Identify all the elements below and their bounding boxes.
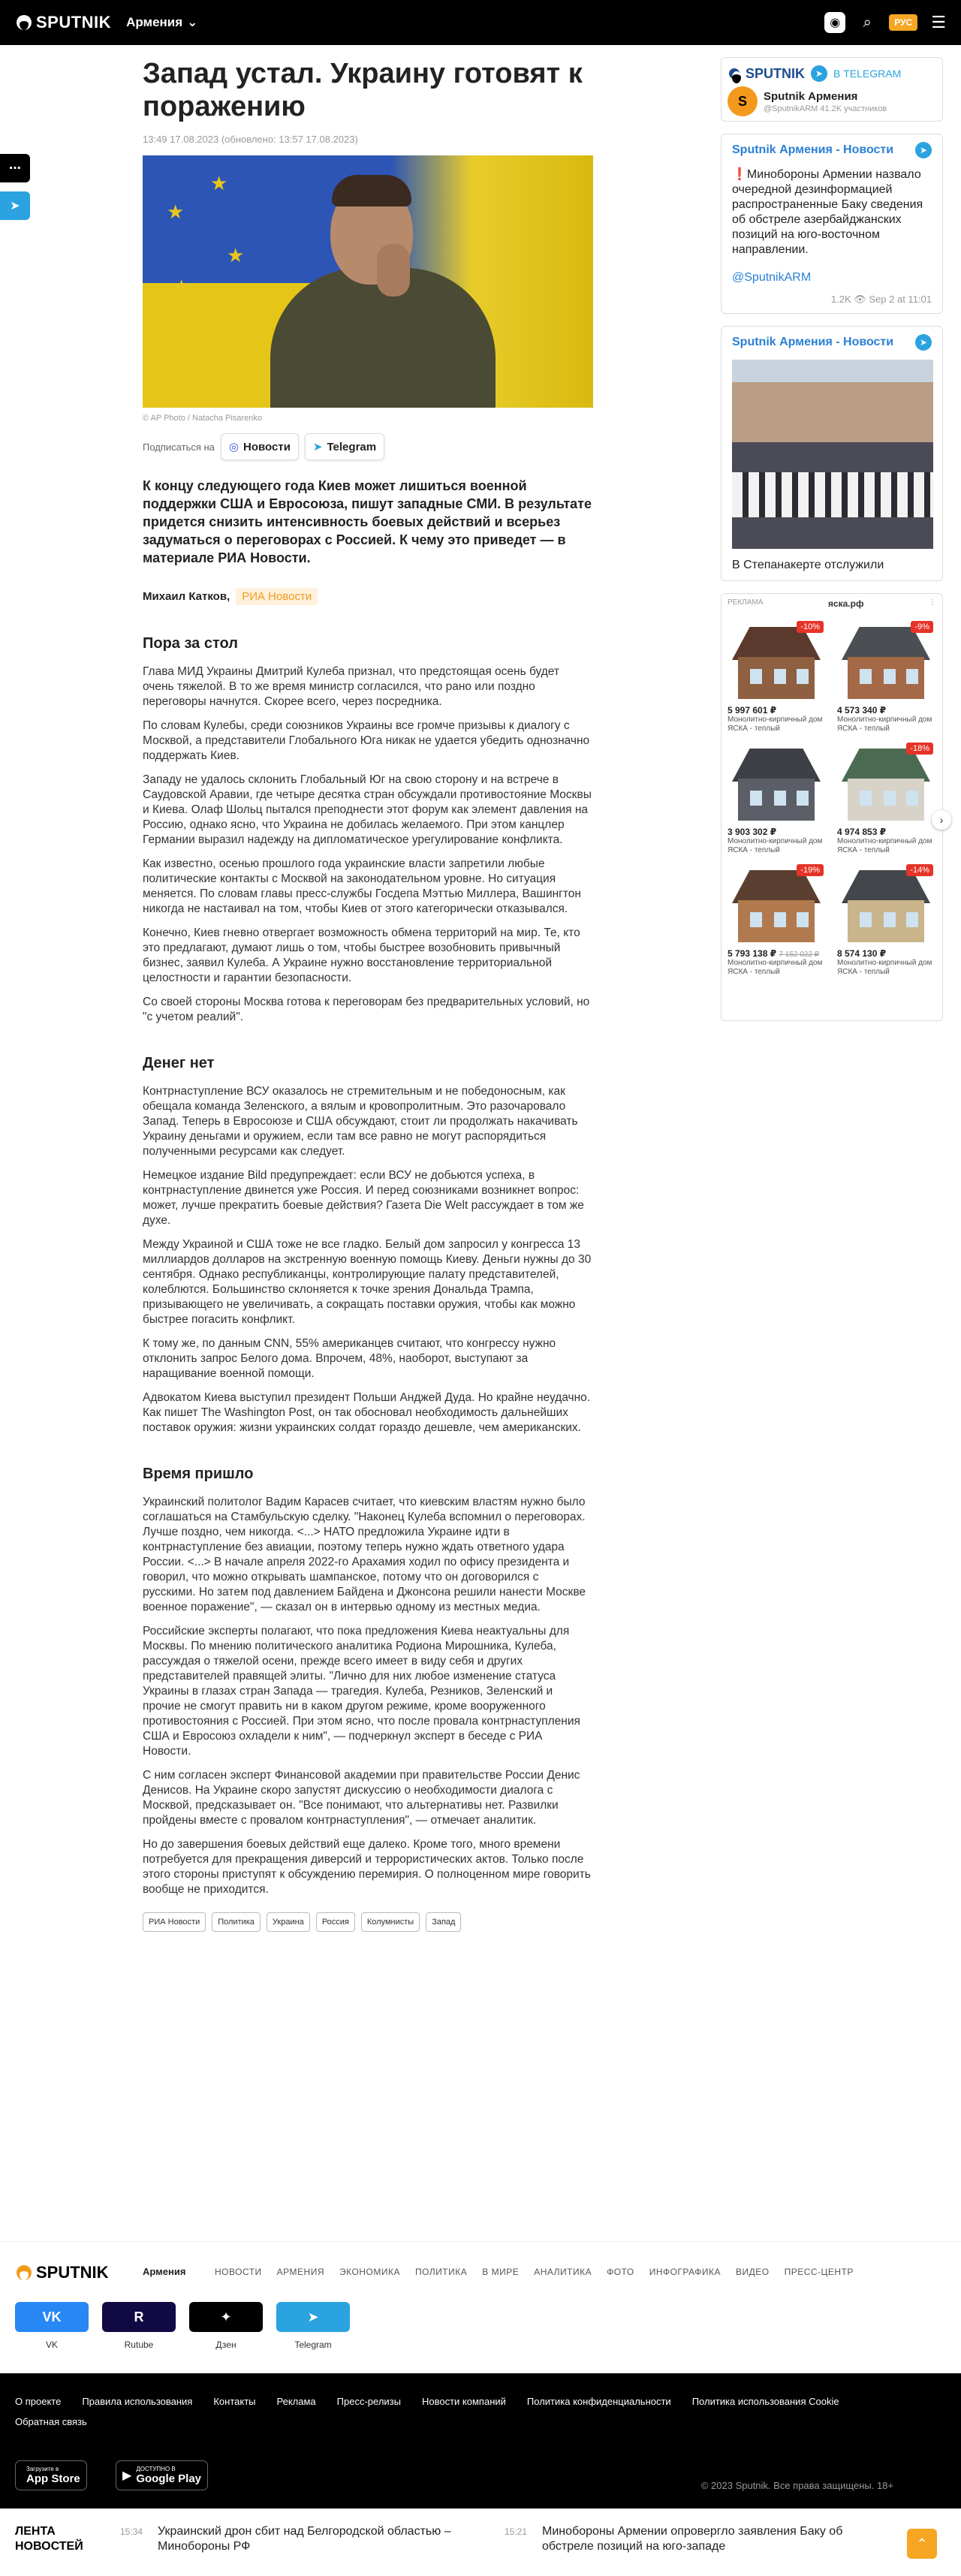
store-big: App Store (26, 2472, 80, 2485)
product-description: Монолитно-кирпичный дом ЯСКА - теплый (728, 716, 823, 733)
news-icon: ◎ (228, 441, 239, 453)
channel-subscribers: @SputnikARM 41.2K участников (764, 104, 887, 113)
region-selector[interactable] (126, 15, 197, 30)
paragraph: Адвокатом Киева выступил президент Польши Анджей Дуда. Но крайне неудачно. Как пишет The Washington Post, он так обосновал необходимость дальнейших поставок оружия: жизни украинских солдат гораздо дешевле, чем американских. (143, 1391, 591, 1434)
share-telegram-button[interactable] (0, 191, 30, 220)
house-image (837, 619, 936, 702)
article-dates: 13:49 17.08.2023 (обновлено: 13:57 17.08.2023) (143, 134, 358, 145)
subscribe-telegram-button[interactable] (305, 433, 384, 460)
telegram-icon: ➤ (312, 441, 323, 453)
footer-nav-link[interactable]: АНАЛИТИКА (534, 2267, 592, 2277)
ad-product[interactable] (728, 619, 827, 734)
radio-icon[interactable]: ◉ (824, 12, 845, 33)
social-telegram[interactable] (276, 2302, 350, 2350)
footer-link[interactable]: Политика конфиденциальности (526, 2396, 671, 2407)
sidebar (721, 57, 943, 1021)
footer-link[interactable]: Политика использования Cookie (691, 2396, 839, 2407)
paragraph: С ним согласен эксперт Финансовой академии при правительстве России Денис Денисов. На Украине скоро запустят дискуссию о необходимости диалога с Москвой, предсказывает он. "Все понимают, что альтернативы нет. Развилки пройдены вместе с провалом контрнаступления", — отмечает аналитик. (143, 1769, 580, 1827)
telegram-icon: ➤ (811, 65, 827, 82)
paragraph: По словам Кулебы, среди союзников Украины все громче призывы к диалогу с Москвой, а представители Глобального Юга никак не удается убедить однозначно поддержать Киев. (143, 719, 590, 762)
social-dzen[interactable] (189, 2302, 263, 2350)
article-hero-image: ★ ★ ★ ★ (143, 155, 593, 408)
tag-list (143, 1912, 593, 1932)
tag-chip[interactable]: Украина (267, 1912, 310, 1932)
telegram-widget-header[interactable] (721, 57, 943, 122)
paragraph: Украинский политолог Вадим Карасев считает, что киевским властям нужно было соглашаться на Стамбульскую сделку. "Наконец Кулеба вспомнил о переговорах. Лучше поздно, чем никогда. <...> НАТО предложила Украине идти в контрнаступление без авиации, поэтому теперь нужно ждать ответного удара России. <...> В начале апреля 2022-го Арахамия ходил по офису президента и говорил, что можно открывать шампанское, потому что он договорился с русскими. Но затем под давлением Байдена и Джонсона решили нанести Москве военное поражение", — сказал он в интервью одному из местных медиа. (143, 1496, 586, 1613)
post-text: ❗️Минобороны Армении назвало очередной дезинформацией распространенные Баку сведения об обстреле азербайджанских позиций на юго-восточном направлении. (732, 168, 923, 256)
product-description: Монолитно-кирпичный дом ЯСКА - теплый (837, 959, 932, 976)
ad-product[interactable] (837, 619, 936, 734)
footer-nav-link[interactable]: ПОЛИТИКА (414, 2267, 468, 2277)
telegram-icon: ➤ (276, 2302, 350, 2332)
telegram-icon: ➤ (10, 200, 20, 212)
ticker-text: Украинский дрон сбит над Белгородской областью – Минобороны РФ (158, 2525, 451, 2553)
paragraph: Западу не удалось склонить Глобальный Юг на свою сторону и на встрече в Саудовской Аравии, где четыре десятка стран обсуждали противостояние Москвы и Киева. Олаф Шольц пытался преподнести этот форум как элемент давления на Россию, однако ясно, что Украина не добилась желаемого. При этом канцлер Германии выразил надежду на дипломатическое урегулирование конфликта. (143, 773, 592, 846)
subscribe-news-label: Новости (243, 440, 291, 453)
footer-nav-link[interactable]: ПРЕСС-ЦЕНТР (784, 2267, 854, 2277)
social-vk[interactable] (15, 2302, 89, 2350)
ad-product[interactable] (837, 863, 936, 977)
article-title: Запад устал. Украину готовят к поражению (143, 58, 583, 122)
paragraph: Со своей стороны Москва готова к переговорам без предварительных условий, но "с учетом реалий". (143, 996, 590, 1023)
sputnik-logo-icon (17, 15, 32, 30)
product-description: Монолитно-кирпичный дом ЯСКА - теплый (728, 959, 823, 976)
rutube-icon: R (102, 2302, 176, 2332)
discount-badge: -10% (797, 621, 824, 633)
section-heading: Время пришло (143, 1466, 254, 1482)
chevron-down-icon: ⌄ (187, 15, 198, 29)
post-channel: Sputnik Армения - Новости (732, 336, 894, 348)
article-lead: К концу следующего года Киев может лишиться военной поддержки США и Евросоюза, пишут западные СМИ. В результате придется снизить интенсивность боевых действий и всерьез задуматься о переговорах с Россией. К чему это приведет — в материале РИА Новости. (143, 478, 592, 565)
post-meta: 1.2K 👁 Sep 2 at 11:01 (830, 294, 932, 305)
ticker-title-line: НОВОСТЕЙ (15, 2540, 83, 2553)
article (143, 45, 593, 1932)
author-line (143, 588, 593, 605)
telegram-icon: ➤ (915, 142, 932, 158)
discount-badge: -14% (906, 864, 933, 876)
section-heading: Денег нет (143, 1055, 215, 1071)
social-label: VK (45, 2339, 58, 2350)
footer-nav-link[interactable]: ИНФОГРАФИКА (649, 2267, 721, 2277)
footer-brand: SPUTNIK (36, 2263, 109, 2282)
section-heading: Пора за стол (143, 635, 238, 652)
tag-chip[interactable]: Запад (426, 1912, 461, 1932)
footer-nav (215, 2267, 854, 2277)
product-description: Монолитно-кирпичный дом ЯСКА - теплый (837, 716, 932, 733)
paragraph: Глава МИД Украины Дмитрий Кулеба признал, что предстоящая осень будет очень тяжелой. В то же время министр согласился, что рано или поздно переговоры начнутся. Скорее всего, через посредника. (143, 665, 559, 708)
footer-link[interactable]: Новости компаний (421, 2396, 506, 2407)
house-image (728, 619, 827, 702)
channel-name: Sputnik Армения (764, 89, 858, 103)
ticker-time: 15:34 (120, 2526, 143, 2537)
telegram-post[interactable] (721, 326, 943, 581)
footer-nav-link[interactable]: НОВОСТИ (215, 2267, 262, 2277)
footer-link[interactable]: О проекте (15, 2396, 62, 2407)
ad-product[interactable] (728, 863, 827, 977)
price: 4 974 853 ₽ (837, 827, 887, 837)
paragraph: Но до завершения боевых действий еще далеко. Кроме того, много времени потребуется для прекращения диверсий и террористических актов. Только после этого стороны приступят к обсуждению перемирия. О полноценном мире говорить вообще не приходится. (143, 1838, 591, 1896)
region-label: Армения (126, 15, 183, 29)
paragraph: Контрнаступление ВСУ оказалось не стремительным и не победоносным, как обещала команда Зеленского, а вялым и кровопролитным. Это разочаровало Запад. Теперь в Евросоюзе и США обсуждают, стоит ли продолжать накачивать Украину деньгами и оружием, если там все равно не могут распорядиться полученными ресурсами как следует. (143, 1085, 578, 1158)
footer-nav-link[interactable]: В МИРЕ (482, 2267, 520, 2277)
footer-nav-link[interactable]: АРМЕНИЯ (276, 2267, 325, 2277)
product-description: Монолитно-кирпичный дом ЯСКА - теплый (837, 837, 932, 854)
discount-badge: -9% (911, 621, 933, 633)
paragraph: Российские эксперты полагают, что пока предложения Киева неактуальны для Москвы. По мнению политического аналитика Родиона Мирошника, Кулеба, рассуждая о тяжелой осени, прежде всего имеет в виду себя и других представителей правящей элиты. "Лично для них любое изменение статуса Украины в глазах стран Запада — трагедия. Кулеба, Резников, Зеленский и прочие не смогут править ни в каком другом режиме, кроме вооруженного противостояния с Россией. При этом ясно, что после провала контрнаступления США и Евросоюз охладели к ним", — подчеркнул эксперт в беседе с РИА Новости. (143, 1625, 580, 1758)
play-icon: ▶ (122, 2469, 132, 2482)
footer-links (15, 2396, 931, 2427)
ad-label: РЕКЛАМА (728, 598, 764, 607)
article-body (143, 635, 593, 1897)
subscribe-row (143, 433, 593, 460)
google-play-button[interactable] (116, 2460, 208, 2490)
social-rutube[interactable] (102, 2302, 176, 2350)
house-image (728, 863, 827, 945)
footer-link[interactable]: Пресс-релизы (336, 2396, 401, 2407)
chevron-up-icon: ⌃ (916, 2535, 928, 2551)
discount-badge: -18% (906, 743, 933, 755)
house-image (837, 741, 936, 824)
ticker-item[interactable] (120, 2524, 480, 2554)
footer-nav-link[interactable]: ЭКОНОМИКА (339, 2267, 400, 2277)
price: 5 793 138 ₽ (728, 948, 777, 959)
post-handle[interactable]: @SputnikARM (732, 271, 812, 284)
tag-chip[interactable]: Колумнисты (361, 1912, 420, 1932)
chevron-right-icon[interactable]: › (932, 810, 951, 830)
sputnik-logo-icon (17, 2265, 32, 2280)
price: 8 574 130 ₽ (837, 948, 887, 959)
brand-name: SPUTNIK (36, 13, 112, 32)
price: 5 997 601 ₽ (728, 705, 777, 716)
top-bar (0, 0, 961, 45)
paragraph: Как известно, осенью прошлого года украинские власти запретили любые политические контакты с Москвой на законодательном уровне. Но ситуация меняется. По словам главы пресс-службы Госдепа Мэттью Миллера, Вашингтон никогда не настаивал на том, чтобы Киев от этого категорически отказывался. (143, 857, 581, 915)
dzen-icon: ✦ (189, 2302, 263, 2332)
ad-brand[interactable]: яска.рф (827, 598, 864, 609)
store-small: ДОСТУПНО В (136, 2466, 176, 2472)
source-badge[interactable]: РИА Новости (236, 588, 318, 605)
news-ticker-title[interactable] (15, 2524, 83, 2554)
footer-link[interactable]: Реклама (276, 2396, 316, 2407)
news-ticker (0, 2508, 961, 2576)
footer-nav-link[interactable]: ФОТО (607, 2267, 634, 2277)
post-photo (732, 360, 933, 549)
ticker-text: Минобороны Армении опровергло заявления Баку об обстреле позиций на юго-западе (542, 2525, 843, 2553)
channel-avatar: S (728, 86, 758, 116)
advertisement[interactable] (721, 593, 943, 1021)
price: 3 903 302 ₽ (728, 827, 777, 837)
footer-bottom (0, 2373, 961, 2508)
paragraph: Немецкое издание Bild предупреждает: если ВСУ не добьются успеха, в контрнаступление двинется уже Россия. И перед союзниками возникнет вопрос: может, лучше прекратить боевые действия? Газета Die Welt рассуждает в том же духе. (143, 1169, 584, 1227)
sidebar-brand: SPUTNIK (746, 65, 806, 81)
more-icon[interactable]: ⋮ (929, 598, 936, 607)
subscribe-telegram-label: Telegram (327, 440, 377, 453)
tag-chip[interactable]: Россия (316, 1912, 355, 1932)
language-switch[interactable]: РУС (889, 14, 917, 31)
in-telegram-label: В TELEGRAM (833, 68, 902, 80)
social-label: Дзен (215, 2339, 236, 2350)
social-label: Telegram (294, 2339, 332, 2350)
scroll-top-button[interactable] (907, 2529, 937, 2559)
subscribe-label: Подписаться на (143, 441, 215, 453)
ticker-title-line: ЛЕНТА (15, 2525, 56, 2538)
old-price: 7 152 022 ₽ (779, 951, 820, 959)
paragraph: Между Украиной и США тоже не все гладко. Белый дом запросил у конгресса 13 миллиардов долларов на экстренную военную помощь Киеву. Деньги нужны до 30 сентября. Однако республиканцы, контролирующие палату представителей, колеблются. Большинство склоняется к точке зрения Дональда Трампа, призывающего не увеличивать, а сокращать поставки оружия, чтобы как можно быстрее погасить конфликт. (143, 1238, 592, 1326)
sputnik-logo-icon (729, 68, 740, 79)
telegram-icon: ➤ (915, 334, 932, 351)
post-channel: Sputnik Армения - Новости (732, 143, 894, 156)
tag-chip[interactable]: РИА Новости (143, 1912, 206, 1932)
social-label: Rutube (124, 2339, 154, 2350)
tag-chip[interactable]: Политика (212, 1912, 261, 1932)
share-button[interactable] (0, 154, 30, 182)
site-logo[interactable] (17, 13, 111, 32)
footer (0, 2241, 961, 2373)
copyright: © 2023 Sputnik. Все права защищены. 18+ (700, 2480, 893, 2491)
paragraph: Конечно, Киев гневно отвергает возможность обмена территорий на мир. Те, кто это предлагают, думают лишь о том, чтобы быстрее возобновить привычный бизнес, заявил Кулеба. А Украине нужно восстановление территориальной целостности и гарантии безопасности. (143, 926, 580, 984)
footer-link[interactable]: Контакты (213, 2396, 256, 2407)
telegram-post[interactable] (721, 134, 943, 314)
search-icon[interactable]: ⌕ (863, 14, 872, 31)
photo-credit: © AP Photo / Natacha Pisarenko (143, 414, 262, 423)
app-store-button[interactable] (15, 2460, 87, 2490)
footer-logo[interactable] (17, 2263, 109, 2282)
vk-icon: VK (15, 2302, 89, 2332)
footer-link[interactable]: Обратная связь (15, 2416, 87, 2427)
ad-product[interactable] (837, 741, 936, 855)
author-name[interactable]: Михаил Катков, (143, 590, 230, 603)
house-image (837, 863, 936, 945)
post-text: В Степанакерте отслужили (732, 559, 884, 571)
paragraph: К тому же, по данным CNN, 55% американцев считают, что конгрессу нужно отклонить запрос Белого дома. Впрочем, 48%, наоборот, выступают за наращивание военной помощи. (143, 1337, 556, 1380)
footer-link[interactable]: Правила использования (82, 2396, 193, 2407)
ad-product[interactable] (728, 741, 827, 855)
house-image (728, 741, 827, 824)
product-description: Монолитно-кирпичный дом ЯСКА - теплый (728, 837, 823, 854)
share-icon: ⋯ (9, 162, 21, 175)
footer-nav-link[interactable]: ВИДЕО (735, 2267, 770, 2277)
footer-region: Армения (143, 2266, 186, 2277)
price: 4 573 340 ₽ (837, 705, 887, 716)
discount-badge: -19% (797, 864, 824, 876)
ticker-time: 15:21 (505, 2526, 528, 2537)
subscribe-news-button[interactable] (221, 433, 299, 460)
ticker-item[interactable] (505, 2524, 865, 2554)
store-big: Google Play (136, 2472, 202, 2485)
menu-icon[interactable]: ☰ (931, 13, 946, 32)
store-small: Загрузите в (26, 2466, 59, 2472)
